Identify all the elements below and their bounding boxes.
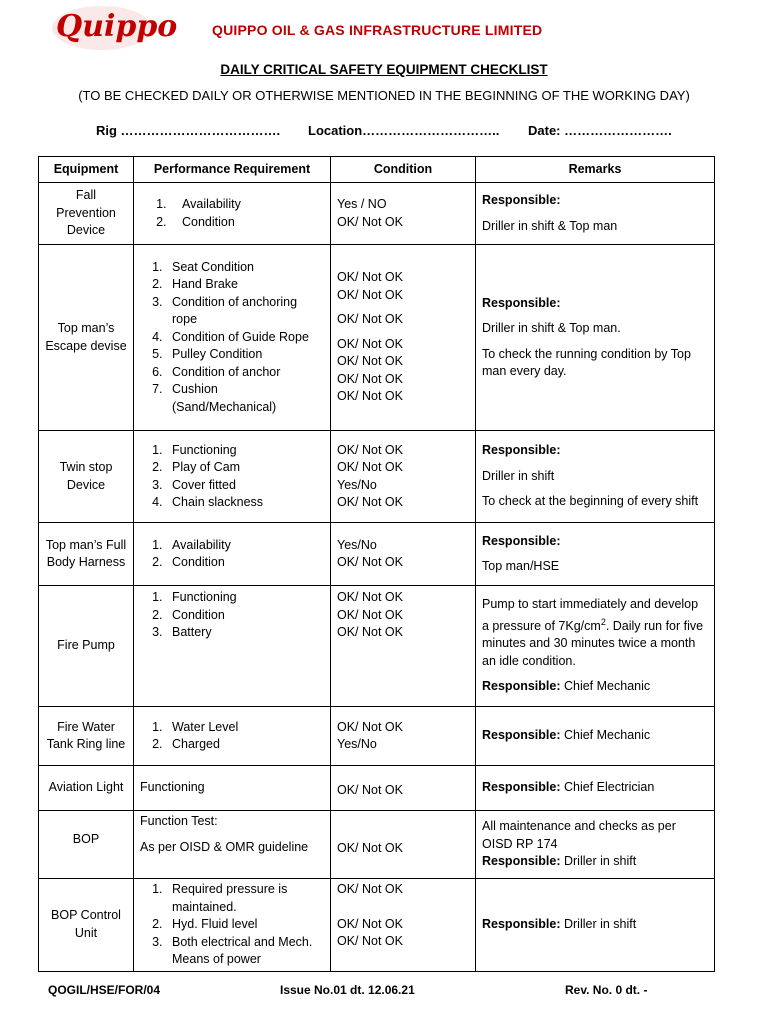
rig-field: Rig ……………………………….: [96, 123, 281, 138]
requirement-item: 7. Cushion (Sand/Mechanical): [166, 381, 324, 416]
requirement-item: 2. Hyd. Fluid level: [166, 916, 324, 934]
condition-cell: [331, 245, 476, 431]
condition-cell: [331, 707, 476, 766]
remark-responsible: [482, 727, 708, 745]
condition-value: OK/ Not OK: [337, 336, 403, 351]
equipment-cell: Aviation Light: [39, 766, 134, 811]
form-number: QOGIL/HSE/FOR/04: [48, 983, 161, 997]
remark-label: Responsible:: [482, 854, 561, 869]
requirement-item: 3. Cover fitted: [166, 477, 324, 495]
logo-text: Quippo: [56, 9, 178, 44]
remark-text: To check at the beginning of every shift: [482, 494, 699, 509]
requirement-text: Function Test:: [140, 814, 218, 828]
requirement-cell: [134, 707, 331, 766]
requirement-item: 2. Condition: [170, 214, 324, 232]
requirement-item: 2. Charged: [166, 736, 324, 754]
equipment-cell: BOP Control Unit: [39, 879, 134, 972]
location-field: Location…………………………..: [308, 123, 500, 138]
remark-label: Responsible:: [482, 728, 561, 743]
table-row: [39, 766, 715, 811]
requirement-item: 1. Availability: [166, 537, 324, 555]
remarks-cell: [476, 245, 715, 431]
remark-label: Responsible:: [482, 193, 561, 207]
condition-value: OK/ Not OK: [337, 371, 403, 386]
header-remarks: Remarks: [476, 157, 715, 183]
remark-text: Chief Electrician: [560, 780, 655, 795]
requirement-text: Functioning: [140, 780, 205, 795]
condition-value: OK/ Not OK: [337, 312, 403, 327]
requirement-item: 3. Both electrical and Mech. Means of power: [166, 934, 324, 969]
table-row: [39, 707, 715, 766]
equipment-cell: Fall Prevention Device: [39, 183, 134, 245]
table-row: [39, 811, 715, 879]
requirement-item: 1. Functioning: [166, 442, 324, 460]
remarks-cell: [476, 523, 715, 586]
requirement-cell: [134, 879, 331, 972]
remark-label: Responsible:: [482, 917, 561, 931]
condition-cell: [331, 431, 476, 523]
requirement-item: 2. Play of Cam: [166, 459, 324, 477]
company-logo: [50, 2, 178, 54]
condition-value: OK/ Not OK: [337, 460, 403, 474]
requirement-item: 1. Functioning: [166, 589, 324, 607]
condition-value: OK/ Not OK: [337, 625, 403, 639]
company-name: QUIPPO OIL & GAS INFRASTRUCTURE LIMITED: [212, 22, 543, 38]
requirement-text: As per OISD & OMR guideline: [140, 839, 309, 854]
header-condition: Condition: [331, 157, 476, 183]
header-performance: Performance Requirement: [134, 157, 331, 183]
table-row: [39, 245, 715, 431]
requirement-cell: [134, 811, 331, 879]
condition-value: OK/ Not OK: [337, 882, 403, 896]
remarks-cell: [476, 707, 715, 766]
remark-text: Driller in shift & Top man.: [482, 321, 621, 335]
condition-value: OK/ Not OK: [337, 495, 403, 509]
remark-responsible: [482, 678, 708, 696]
remark-text: Driller in shift: [482, 468, 555, 483]
condition-cell: [331, 811, 476, 879]
condition-cell: [331, 586, 476, 707]
remark-text: Driller in shift: [560, 917, 637, 931]
requirement-item: 2. Condition: [166, 607, 324, 625]
equipment-cell: Top man’s Escape devise: [39, 245, 134, 431]
condition-value: OK/ Not OK: [337, 783, 403, 798]
requirement-item: 1. Water Level: [166, 719, 324, 737]
requirement-cell: [134, 586, 331, 707]
condition-cell: [331, 879, 476, 972]
remark-label: Responsible:: [482, 533, 561, 548]
table-row: [39, 879, 715, 972]
condition-value: OK/ Not OK: [337, 719, 403, 734]
requirement-item: 1. Availability: [170, 196, 324, 214]
requirement-item: 4. Chain slackness: [166, 494, 324, 512]
condition-value: OK/ Not OK: [337, 389, 403, 404]
condition-value: Yes / NO: [337, 197, 387, 211]
condition-value: OK/ Not OK: [337, 442, 403, 457]
requirement-item: 5. Pulley Condition: [166, 346, 324, 364]
condition-value: OK/ Not OK: [337, 916, 403, 931]
requirement-item: 3. Condition of anchoring rope: [166, 294, 324, 329]
remark-label: Responsible:: [482, 679, 561, 694]
requirement-cell: [134, 245, 331, 431]
table-row: [39, 183, 715, 245]
condition-value: OK/ Not OK: [337, 934, 403, 948]
date-field: Date: …………………….: [528, 123, 672, 138]
requirement-cell: [134, 766, 331, 811]
remarks-cell: [476, 183, 715, 245]
remark-text: All maintenance and checks as per OISD RP 174: [482, 819, 676, 851]
condition-value: OK/ Not OK: [337, 840, 403, 855]
requirement-item: 4. Condition of Guide Rope: [166, 329, 324, 347]
document-subtitle: (TO BE CHECKED DAILY OR OTHERWISE MENTIONED IN THE BEGINNING OF THE WORKING DAY): [78, 88, 690, 103]
remark-label: Responsible:: [482, 443, 561, 458]
condition-cell: [331, 766, 476, 811]
condition-value: OK/ Not OK: [337, 287, 403, 302]
condition-value: Yes/No: [337, 477, 377, 492]
remark-responsible: [482, 916, 708, 934]
document-title: DAILY CRITICAL SAFETY EQUIPMENT CHECKLIST: [220, 62, 548, 77]
issue-number: Issue No.01 dt. 12.06.21: [280, 983, 415, 997]
table-row: [39, 523, 715, 586]
remark-text-post: . Daily run for five minutes and 30 minutes twice a month an idle condition.: [482, 618, 704, 668]
remark-text: Chief Mechanic: [560, 679, 651, 694]
condition-value: OK/ Not OK: [337, 270, 403, 285]
requirement-cell: [134, 183, 331, 245]
condition-value: Yes/No: [337, 537, 377, 552]
remarks-cell: [476, 586, 715, 707]
remark-label: Responsible:: [482, 780, 561, 795]
table-header-row: [39, 157, 715, 183]
equipment-cell: BOP: [39, 811, 134, 879]
condition-value: OK/ Not OK: [337, 590, 403, 604]
remark-text: Top man/HSE: [482, 559, 560, 573]
table-row: [39, 586, 715, 707]
remark-text: Driller in shift: [560, 854, 637, 869]
requirement-item: 1. Seat Condition: [166, 259, 324, 277]
requirement-item: 1. Required pressure is maintained.: [166, 881, 324, 916]
remark-text: Chief Mechanic: [560, 728, 651, 743]
condition-value: OK/ Not OK: [337, 607, 403, 622]
requirement-item: 2. Hand Brake: [166, 276, 324, 294]
remarks-cell: [476, 431, 715, 523]
condition-cell: [331, 183, 476, 245]
condition-value: Yes/No: [337, 737, 377, 751]
remark-responsible: [482, 853, 708, 871]
requirement-item: 6. Condition of anchor: [166, 364, 324, 382]
requirement-item: 2. Condition: [166, 554, 324, 572]
remark-label: Responsible:: [482, 295, 561, 310]
remark-text: Driller in shift & Top man: [482, 218, 618, 233]
table-row: [39, 431, 715, 523]
requirement-cell: [134, 523, 331, 586]
revision-number: Rev. No. 0 dt. -: [565, 983, 648, 997]
remark-responsible: [482, 779, 708, 797]
remarks-cell: [476, 811, 715, 879]
remarks-cell: [476, 879, 715, 972]
header-equipment: Equipment: [39, 157, 134, 183]
condition-cell: [331, 523, 476, 586]
equipment-cell: Twin stop Device: [39, 431, 134, 523]
equipment-cell: Top man’s Full Body Harness: [39, 523, 134, 586]
remark-superscript: 2: [600, 616, 606, 627]
checklist-table: [38, 156, 715, 972]
remark-text: To check the running condition by Top man every day.: [482, 346, 691, 378]
equipment-cell: Fire Water Tank Ring line: [39, 707, 134, 766]
condition-value: OK/ Not OK: [337, 555, 403, 569]
equipment-cell: Fire Pump: [39, 586, 134, 707]
condition-value: OK/ Not OK: [337, 354, 403, 369]
remark-text-pre: Pump to start immediately and develop a pressure of 7Kg/cm: [482, 597, 699, 633]
remark-text: [482, 596, 708, 670]
requirement-item: 3. Battery: [166, 624, 324, 642]
requirement-cell: [134, 431, 331, 523]
remarks-cell: [476, 766, 715, 811]
condition-value: OK/ Not OK: [337, 214, 403, 229]
